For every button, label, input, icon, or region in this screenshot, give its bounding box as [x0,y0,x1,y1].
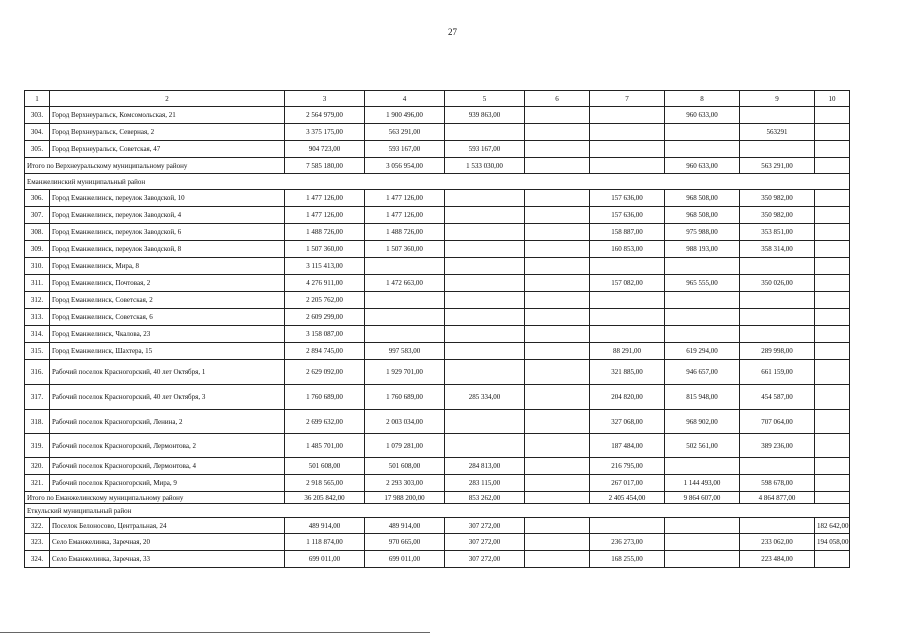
row-number: 312. [25,292,50,309]
address-cell: Город Еманжелинск, Чкалова, 23 [50,326,285,343]
cell-c9 [740,458,815,475]
footer-rule [0,632,430,633]
row-number: 311. [25,275,50,292]
cell-c10 [815,158,850,174]
cell-c10 [815,292,850,309]
table-row [25,224,850,241]
cell-c8: 968 902,00 [665,410,740,434]
cell-c10 [815,492,850,504]
cell-c4: 699 011,00 [365,551,445,568]
cell-c7: 158 887,00 [590,224,665,241]
cell-c6 [525,309,590,326]
cell-c8: 988 193,00 [665,241,740,258]
col-header-2: 2 [50,91,285,107]
total-row [25,158,850,174]
table-row [25,475,850,492]
section-row [25,174,850,190]
cell-c10 [815,434,850,458]
cell-c3: 1 477 126,00 [285,207,365,224]
cell-c10 [815,258,850,275]
row-number: 324. [25,551,50,568]
cell-c9: 661 159,00 [740,360,815,385]
cell-c6 [525,292,590,309]
cell-c3: 7 585 180,00 [285,158,365,174]
cell-c9: 389 236,00 [740,434,815,458]
cell-c4: 501 608,00 [365,458,445,475]
col-header-10: 10 [815,91,850,107]
cell-c4: 593 167,00 [365,141,445,158]
cell-c5: 593 167,00 [445,141,525,158]
cell-c6 [525,534,590,551]
cell-c4: 1 507 360,00 [365,241,445,258]
cell-c3: 1 488 726,00 [285,224,365,241]
cell-c4: 2 003 034,00 [365,410,445,434]
cell-c3: 2 205 762,00 [285,292,365,309]
cell-c7: 88 291,00 [590,343,665,360]
cell-c9: 4 864 877,00 [740,492,815,504]
cell-c7 [590,326,665,343]
row-number: 304. [25,124,50,141]
cell-c3: 1 118 874,00 [285,534,365,551]
cell-c3: 904 723,00 [285,141,365,158]
table-row [25,326,850,343]
cell-c7: 204 820,00 [590,385,665,410]
address-cell: Рабочий поселок Красногорский, 40 лет Октября, 1 [50,360,285,385]
cell-c10 [815,458,850,475]
cell-c8: 960 633,00 [665,158,740,174]
cell-c10 [815,124,850,141]
cell-c5 [445,410,525,434]
cell-c4: 3 056 954,00 [365,158,445,174]
address-cell: Рабочий поселок Красногорский, 40 лет Октября, 3 [50,385,285,410]
table-row [25,258,850,275]
address-cell: Село Еманжелинка, Заречная, 20 [50,534,285,551]
cell-c3: 1 485 701,00 [285,434,365,458]
cell-c3: 1 507 360,00 [285,241,365,258]
cell-c9: 353 851,00 [740,224,815,241]
cell-c10: 182 642,00 [815,518,850,534]
col-header-6: 6 [525,91,590,107]
cell-c6 [525,207,590,224]
cell-c4: 1 488 726,00 [365,224,445,241]
cell-c8: 965 555,00 [665,275,740,292]
cell-c4 [365,258,445,275]
cell-c5: 307 272,00 [445,534,525,551]
header-row [25,91,850,107]
cell-c9 [740,141,815,158]
cell-c5 [445,309,525,326]
cell-c7 [590,107,665,124]
cell-c7 [590,124,665,141]
cell-c3: 2 894 745,00 [285,343,365,360]
cell-c8 [665,309,740,326]
row-number: 314. [25,326,50,343]
col-header-7: 7 [590,91,665,107]
cell-c9: 223 484,00 [740,551,815,568]
address-cell: Поселок Белоносово, Центральная, 24 [50,518,285,534]
cell-c5 [445,360,525,385]
row-number: 307. [25,207,50,224]
cell-c9 [740,518,815,534]
address-cell: Город Еманжелинск, Советская, 6 [50,309,285,326]
cell-c10 [815,551,850,568]
table-row [25,534,850,551]
table-row [25,360,850,385]
cell-c3: 3 158 087,00 [285,326,365,343]
cell-c9 [740,107,815,124]
cell-c10 [815,190,850,207]
cell-c6 [525,326,590,343]
row-number: 323. [25,534,50,551]
cell-c6 [525,241,590,258]
cell-c4: 1 477 126,00 [365,207,445,224]
cell-c10 [815,141,850,158]
col-header-1: 1 [25,91,50,107]
cell-c7: 2 405 454,00 [590,492,665,504]
address-cell: Город Еманжелинск, переулок Заводской, 8 [50,241,285,258]
total-label: Итого по Верхнеуральскому муниципальному району [25,158,285,174]
cell-c8: 815 948,00 [665,385,740,410]
cell-c8: 968 508,00 [665,207,740,224]
cell-c5: 283 115,00 [445,475,525,492]
cell-c10 [815,275,850,292]
cell-c9 [740,326,815,343]
cell-c5 [445,207,525,224]
cell-c9 [740,258,815,275]
cell-c7 [590,158,665,174]
cell-c7 [590,141,665,158]
col-header-3: 3 [285,91,365,107]
address-cell: Город Еманжелинск, Советская, 2 [50,292,285,309]
cell-c5: 853 262,00 [445,492,525,504]
cell-c5 [445,326,525,343]
cell-c5 [445,275,525,292]
cell-c4: 563 291,00 [365,124,445,141]
cell-c4: 1 079 281,00 [365,434,445,458]
cell-c8 [665,292,740,309]
cell-c10 [815,107,850,124]
cell-c5: 939 863,00 [445,107,525,124]
cell-c7 [590,309,665,326]
address-cell: Город Еманжелинск, переулок Заводской, 10 [50,190,285,207]
cell-c5: 285 334,00 [445,385,525,410]
cell-c10 [815,475,850,492]
cell-c7: 236 273,00 [590,534,665,551]
cell-c5 [445,124,525,141]
cell-c4 [365,309,445,326]
address-cell: Рабочий поселок Красногорский, Лермонтова, 4 [50,458,285,475]
cell-c3: 699 011,00 [285,551,365,568]
cell-c10 [815,241,850,258]
table-row [25,410,850,434]
cell-c6 [525,434,590,458]
cell-c6 [525,275,590,292]
row-number: 321. [25,475,50,492]
cell-c3: 4 276 911,00 [285,275,365,292]
cell-c10 [815,207,850,224]
cell-c3: 501 608,00 [285,458,365,475]
cell-c8 [665,518,740,534]
cell-c3: 3 375 175,00 [285,124,365,141]
cell-c5 [445,190,525,207]
cell-c10 [815,410,850,434]
address-cell: Город Верхнеуральск, Советская, 47 [50,141,285,158]
cell-c4: 17 988 200,00 [365,492,445,504]
row-number: 306. [25,190,50,207]
cell-c5: 307 272,00 [445,551,525,568]
cell-c6 [525,343,590,360]
cell-c5 [445,258,525,275]
cell-c3: 36 205 842,00 [285,492,365,504]
address-cell: Рабочий поселок Красногорский, Ленина, 2 [50,410,285,434]
row-number: 315. [25,343,50,360]
cell-c8: 946 657,00 [665,360,740,385]
cell-c8 [665,534,740,551]
cell-c7: 327 068,00 [590,410,665,434]
table-row [25,385,850,410]
cell-c8: 619 294,00 [665,343,740,360]
address-cell: Город Еманжелинск, переулок Заводской, 4 [50,207,285,224]
table-row [25,518,850,534]
cell-c6 [525,518,590,534]
cell-c8: 502 561,00 [665,434,740,458]
address-cell: Город Еманжелинск, Шахтера, 15 [50,343,285,360]
total-label: Итого по Еманжелинскому муниципальному району [25,492,285,504]
table-row [25,434,850,458]
budget-table [24,90,850,568]
cell-c8 [665,551,740,568]
section-title: Еткульский муниципальный район [25,504,850,518]
cell-c9: 350 026,00 [740,275,815,292]
col-header-5: 5 [445,91,525,107]
cell-c3: 2 699 632,00 [285,410,365,434]
cell-c4: 1 760 689,00 [365,385,445,410]
cell-c4: 1 929 701,00 [365,360,445,385]
table-row [25,458,850,475]
cell-c10 [815,224,850,241]
table-row [25,343,850,360]
table-row [25,190,850,207]
cell-c6 [525,124,590,141]
cell-c10 [815,309,850,326]
cell-c8 [665,258,740,275]
cell-c6 [525,551,590,568]
cell-c4: 2 293 303,00 [365,475,445,492]
cell-c4: 1 477 126,00 [365,190,445,207]
cell-c6 [525,224,590,241]
cell-c9 [740,292,815,309]
cell-c9: 563291 [740,124,815,141]
address-cell: Город Верхнеуральск, Северная, 2 [50,124,285,141]
cell-c3: 2 629 092,00 [285,360,365,385]
cell-c5 [445,434,525,458]
cell-c4 [365,326,445,343]
cell-c5 [445,343,525,360]
cell-c3: 3 115 413,00 [285,258,365,275]
cell-c9: 598 678,00 [740,475,815,492]
cell-c10 [815,360,850,385]
col-header-8: 8 [665,91,740,107]
cell-c4: 970 665,00 [365,534,445,551]
cell-c4: 1 900 496,00 [365,107,445,124]
cell-c7: 187 484,00 [590,434,665,458]
address-cell: Рабочий поселок Красногорский, Мира, 9 [50,475,285,492]
cell-c8: 1 144 493,00 [665,475,740,492]
cell-c8 [665,141,740,158]
cell-c3: 1 477 126,00 [285,190,365,207]
total-row [25,492,850,504]
cell-c6 [525,458,590,475]
cell-c3: 1 760 689,00 [285,385,365,410]
cell-c7: 168 255,00 [590,551,665,568]
row-number: 317. [25,385,50,410]
address-cell: Рабочий поселок Красногорский, Лермонтова, 2 [50,434,285,458]
cell-c9: 350 982,00 [740,207,815,224]
table-row [25,207,850,224]
cell-c7 [590,518,665,534]
cell-c6 [525,258,590,275]
table-row [25,241,850,258]
cell-c4: 1 472 663,00 [365,275,445,292]
row-number: 316. [25,360,50,385]
row-number: 310. [25,258,50,275]
cell-c10: 194 058,00 [815,534,850,551]
table-row [25,551,850,568]
cell-c6 [525,410,590,434]
row-number: 308. [25,224,50,241]
cell-c7: 321 885,00 [590,360,665,385]
cell-c6 [525,475,590,492]
cell-c9: 358 314,00 [740,241,815,258]
cell-c6 [525,158,590,174]
cell-c9: 289 998,00 [740,343,815,360]
cell-c8 [665,458,740,475]
cell-c8 [665,124,740,141]
cell-c6 [525,141,590,158]
cell-c3: 2 564 979,00 [285,107,365,124]
row-number: 309. [25,241,50,258]
cell-c7: 216 795,00 [590,458,665,475]
cell-c5 [445,292,525,309]
cell-c8: 960 633,00 [665,107,740,124]
cell-c6 [525,107,590,124]
cell-c10 [815,385,850,410]
table-row [25,292,850,309]
cell-c7: 157 636,00 [590,207,665,224]
cell-c6 [525,360,590,385]
cell-c8: 975 988,00 [665,224,740,241]
cell-c3: 489 914,00 [285,518,365,534]
cell-c5: 284 813,00 [445,458,525,475]
cell-c3: 2 609 299,00 [285,309,365,326]
row-number: 305. [25,141,50,158]
cell-c9 [740,309,815,326]
cell-c7: 160 853,00 [590,241,665,258]
table-row [25,309,850,326]
cell-c8: 968 508,00 [665,190,740,207]
row-number: 303. [25,107,50,124]
cell-c6 [525,492,590,504]
col-header-9: 9 [740,91,815,107]
cell-c7: 267 017,00 [590,475,665,492]
cell-c10 [815,326,850,343]
section-row [25,504,850,518]
row-number: 320. [25,458,50,475]
address-cell: Город Еманжелинск, Почтовая, 2 [50,275,285,292]
cell-c6 [525,190,590,207]
cell-c4: 997 583,00 [365,343,445,360]
cell-c7: 157 636,00 [590,190,665,207]
cell-c9: 707 064,00 [740,410,815,434]
cell-c9: 350 982,00 [740,190,815,207]
cell-c10 [815,343,850,360]
page-number: 27 [448,27,457,37]
address-cell: Город Верхнеуральск, Комсомольская, 21 [50,107,285,124]
col-header-4: 4 [365,91,445,107]
section-title: Еманжелинский муниципальный район [25,174,850,190]
cell-c5 [445,224,525,241]
table-row [25,141,850,158]
cell-c5: 1 533 030,00 [445,158,525,174]
cell-c7 [590,258,665,275]
address-cell: Город Еманжелинск, Мира, 8 [50,258,285,275]
row-number: 319. [25,434,50,458]
cell-c3: 2 918 565,00 [285,475,365,492]
cell-c5: 307 272,00 [445,518,525,534]
row-number: 313. [25,309,50,326]
row-number: 318. [25,410,50,434]
cell-c4: 489 914,00 [365,518,445,534]
address-cell: Село Еманжелинка, Заречная, 33 [50,551,285,568]
table-row [25,275,850,292]
table-row [25,107,850,124]
cell-c7 [590,292,665,309]
table-body [25,91,850,568]
address-cell: Город Еманжелинск, переулок Заводской, 6 [50,224,285,241]
cell-c9: 454 587,00 [740,385,815,410]
cell-c6 [525,385,590,410]
cell-c8 [665,326,740,343]
cell-c9: 233 062,00 [740,534,815,551]
cell-c5 [445,241,525,258]
table-row [25,124,850,141]
cell-c9: 563 291,00 [740,158,815,174]
cell-c4 [365,292,445,309]
cell-c7: 157 082,00 [590,275,665,292]
row-number: 322. [25,518,50,534]
cell-c8: 9 864 607,00 [665,492,740,504]
